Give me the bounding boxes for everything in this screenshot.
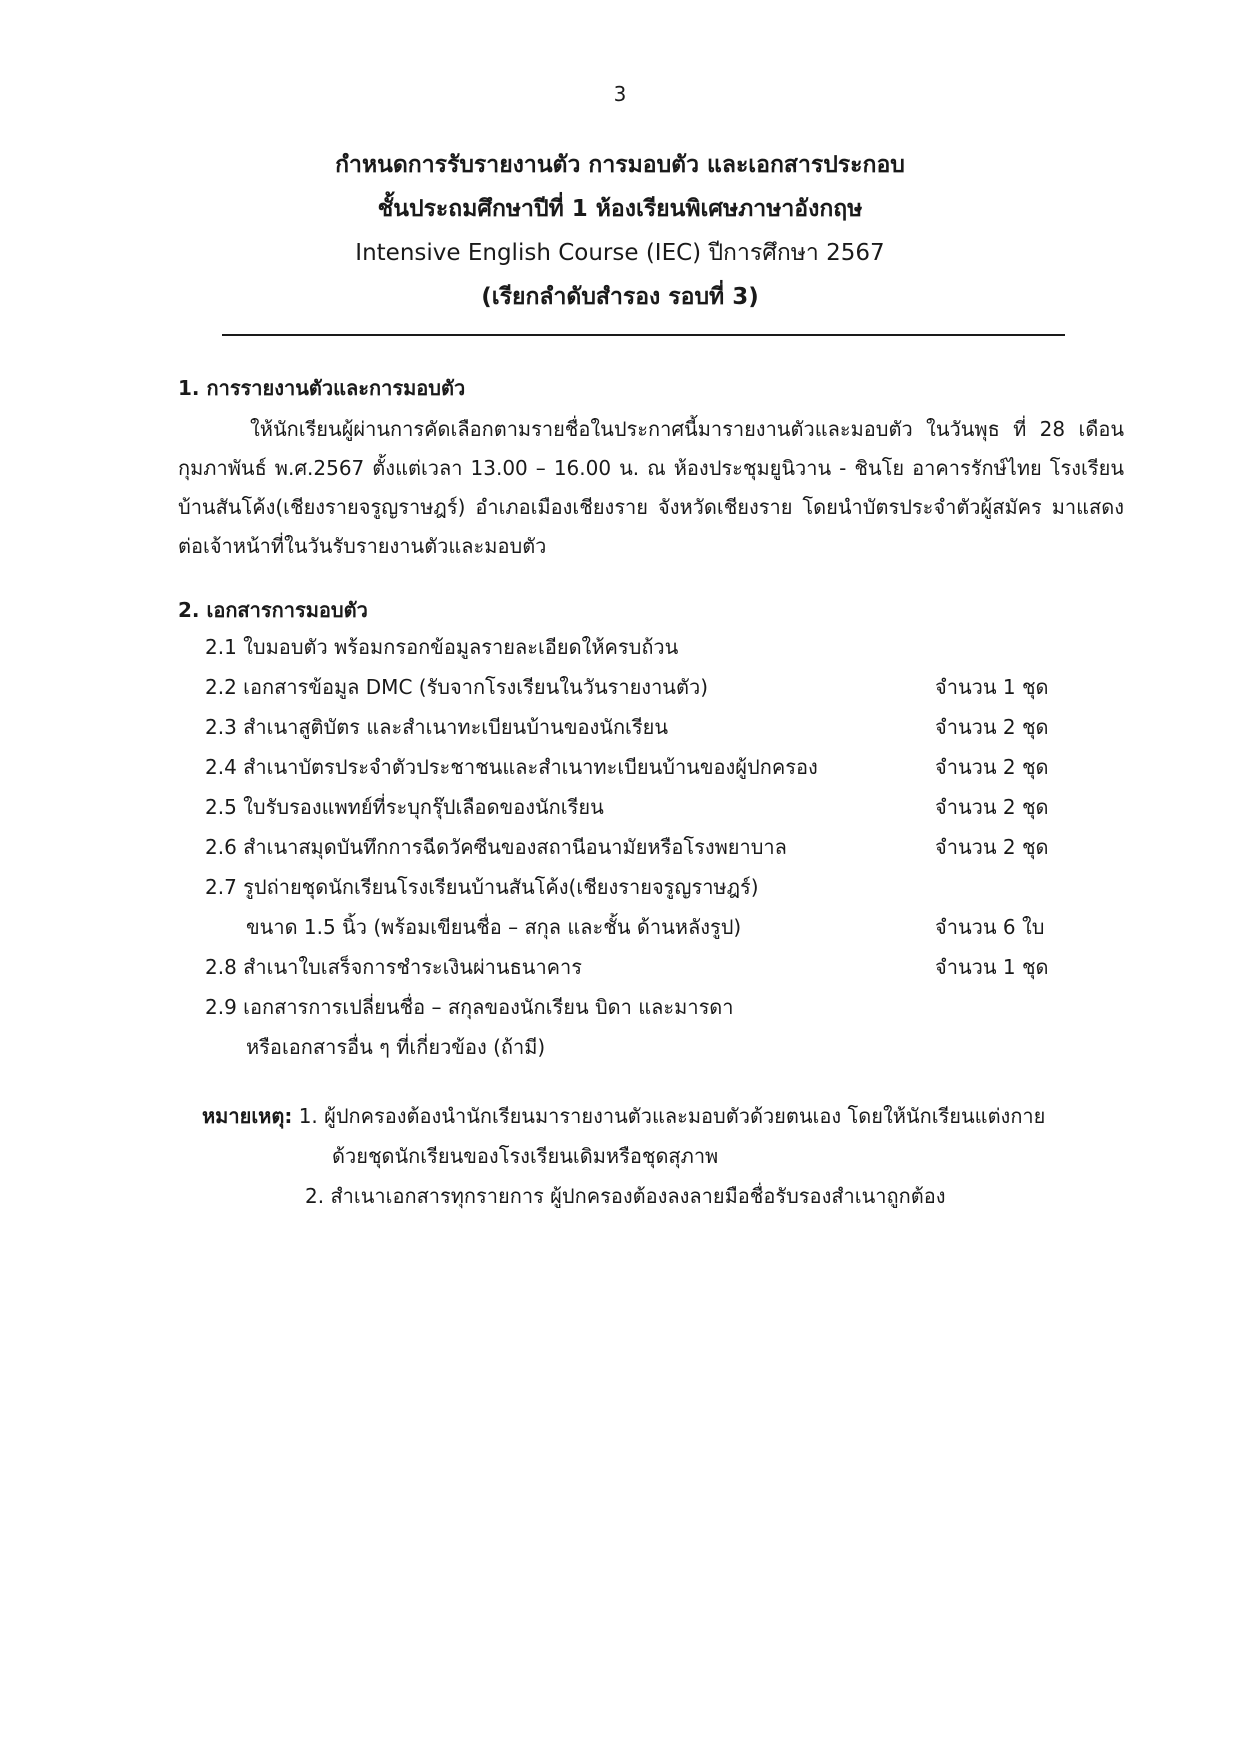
list-item: 2.9 เอกสารการเปลี่ยนชื่อ – สกุลของนักเรียน บิดา และมารดา bbox=[205, 995, 734, 1019]
title-line-1: กำหนดการรับรายงานตัว การมอบตัว และเอกสารประกอบ bbox=[335, 152, 905, 178]
list-item: 2.4 สำเนาบัตรประจำตัวประชาชนและสำเนาทะเบียนบ้านของผู้ปกครอง จำนวน 2 ชุด bbox=[205, 755, 1049, 779]
title-line-3: Intensive English Course (IEC) ปีการศึกษา 2567 bbox=[355, 240, 885, 266]
title-line-2: ชั้นประถมศึกษาปีที่ 1 ห้องเรียนพิเศษภาษาอังกฤษ bbox=[377, 196, 863, 222]
list-item: 2.6 สำเนาสมุดบันทึกการฉีดวัคซีนของสถานีอนามัยหรือโรงพยาบาล จำนวน 2 ชุด bbox=[205, 835, 1049, 859]
section-2-heading: 2. เอกสารการมอบตัว bbox=[178, 598, 368, 622]
note-2: 2. สำเนาเอกสารทุกรายการ ผู้ปกครองต้องลงลายมือชื่อรับรองสำเนาถูกต้อง bbox=[305, 1184, 946, 1208]
list-item: 2.8 สำเนาใบเสร็จการชำระเงินผ่านธนาคาร จำนวน 1 ชุด bbox=[205, 955, 1049, 979]
note-1-line-2: ด้วยชุดนักเรียนของโรงเรียนเดิมหรือชุดสุภาพ bbox=[332, 1144, 719, 1168]
document-title bbox=[0, 143, 1240, 319]
title-divider bbox=[222, 334, 1065, 336]
document-list bbox=[205, 627, 1055, 1067]
note-1-line-1: 1. ผู้ปกครองต้องนำนักเรียนมารายงานตัวและมอบตัวด้วยตนเอง โดยให้นักเรียนแต่งกาย bbox=[298, 1104, 1046, 1128]
list-item: 2.2 เอกสารข้อมูล DMC (รับจากโรงเรียนในวันรายงานตัว) จำนวน 1 ชุด bbox=[205, 675, 1049, 699]
list-item: 2.1 ใบมอบตัว พร้อมกรอกข้อมูลรายละเอียดให้ครบถ้วน bbox=[205, 635, 679, 659]
list-item: 2.7 รูปถ่ายชุดนักเรียนโรงเรียนบ้านสันโค้ง(เชียงรายจรูญราษฎร์) bbox=[205, 875, 759, 899]
list-item: ขนาด 1.5 นิ้ว (พร้อมเขียนชื่อ – สกุล และชั้น ด้านหลังรูป) จำนวน 6 ใบ bbox=[246, 915, 1045, 939]
page-number: 3 bbox=[613, 82, 627, 106]
list-item: หรือเอกสารอื่น ๆ ที่เกี่ยวข้อง (ถ้ามี) bbox=[246, 1035, 546, 1059]
notes-label: หมายเหตุ: bbox=[202, 1104, 293, 1128]
section-1-body bbox=[178, 410, 1124, 566]
section-1-text: ให้นักเรียนผู้ผ่านการคัดเลือกตามรายชื่อในประกาศนี้มารายงานตัวและมอบตัว ในวันพุธ ที่ 28 เดือน กุมภาพันธ์ พ.ศ.2567 ตั้งแต่เวลา 13.00 – 16.00 น. ณ ห้องประชุมยูนิวาน - ชินโย อาคารรักษ์ไทย โรงเรียนบ้านสันโค้ง(เชียงรายจรูญราษฎร์) อำเภอเมืองเชียงราย จังหวัดเชียงราย โดยนำบัตรประจำตัวผู้สมัคร มาแสดงต่อเจ้าหน้าที่ในวันรับรายงานตัวและมอบตัว bbox=[178, 417, 1124, 558]
list-item: 2.3 สำเนาสูติบัตร และสำเนาทะเบียนบ้านของนักเรียน จำนวน 2 ชุด bbox=[205, 715, 1049, 739]
title-line-4: (เรียกลำดับสำรอง รอบที่ 3) bbox=[481, 284, 759, 310]
notes bbox=[202, 1100, 1045, 1132]
list-item: 2.5 ใบรับรองแพทย์ที่ระบุกรุ๊ปเลือดของนักเรียน จำนวน 2 ชุด bbox=[205, 795, 1049, 819]
section-1-heading: 1. การรายงานตัวและการมอบตัว bbox=[178, 376, 466, 400]
